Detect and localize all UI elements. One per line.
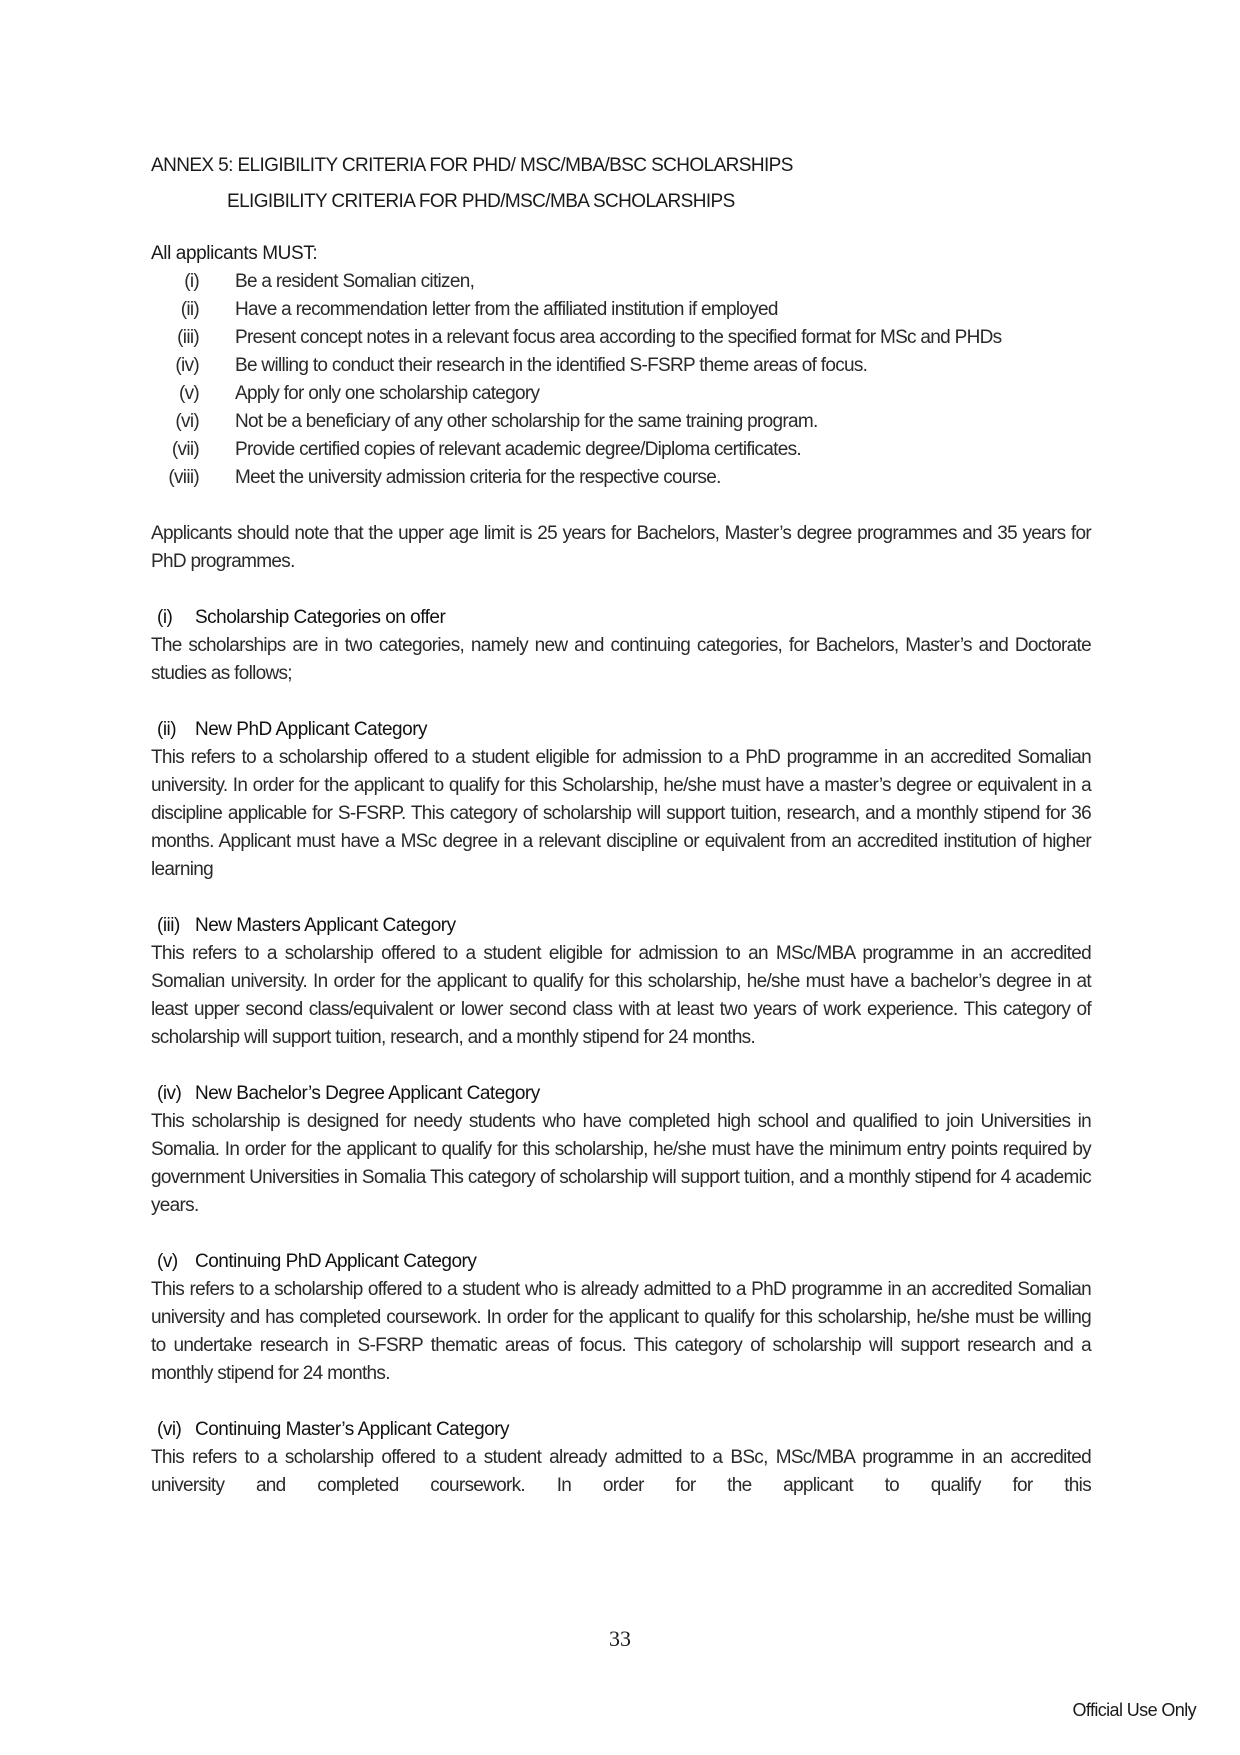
page-content <box>151 152 1091 1500</box>
section-heading-continuing-masters <box>151 1416 1091 1444</box>
age-limit-note: Applicants should note that the upper age limit is 25 years for Bachelors, Master’s degree programmes and 35 years for PhD programmes. <box>151 523 1091 572</box>
section-number: (iv) <box>157 1083 182 1104</box>
criteria-number: (vii) <box>171 439 199 460</box>
criteria-number: (ii) <box>180 299 199 320</box>
section-title: New Masters Applicant Category <box>195 915 456 936</box>
criteria-item <box>151 464 1091 492</box>
section-number: (i) <box>157 607 173 628</box>
section-title: Continuing PhD Applicant Category <box>195 1251 477 1272</box>
criteria-number: (iv) <box>175 355 199 376</box>
annex-heading: ANNEX 5: ELIGIBILITY CRITERIA FOR PHD/ MSC/MBA/BSC SCHOLARSHIPS <box>151 155 793 176</box>
criteria-item <box>151 324 1091 352</box>
criteria-number: (iii) <box>177 327 199 348</box>
criteria-item <box>151 380 1091 408</box>
section-body: This refers to a scholarship offered to a student who is already admitted to a PhD programme in an accredited Somalian university and has completed coursework. In order for the applicant to qualify for this scholarship, he/she must be willing to undertake research in S-FSRP thematic areas of focus. This category of scholarship will support research and a monthly stipend for 24 months. <box>151 1279 1091 1384</box>
eligibility-subheading: ELIGIBILITY CRITERIA FOR PHD/MSC/MBA SCHOLARSHIPS <box>227 191 735 212</box>
section-body: This scholarship is designed for needy students who have completed high school and qualified to join Universities in Somalia. In order for the applicant to qualify for this scholarship, he/she must have the minimum entry points required by government Universities in Somalia This category of scholarship will support tuition, and a monthly stipend for 4 academic years. <box>151 1111 1091 1216</box>
criteria-list <box>151 268 1091 492</box>
criteria-text: Be willing to conduct their research in the identified S-FSRP theme areas of focus. <box>235 355 868 376</box>
criteria-number: (vi) <box>175 411 199 432</box>
criteria-number: (i) <box>184 271 199 292</box>
section-heading-new-masters <box>151 912 1091 940</box>
criteria-text: Present concept notes in a relevant focus area according to the specified format for MSc and PHDs <box>235 327 1002 348</box>
criteria-intro: All applicants MUST: <box>151 243 318 264</box>
classification-label: Official Use Only <box>1072 1700 1196 1720</box>
section-number: (vi) <box>157 1419 182 1440</box>
section-title: Continuing Master’s Applicant Category <box>195 1419 510 1440</box>
section-heading-continuing-phd <box>151 1248 1091 1276</box>
criteria-text: Be a resident Somalian citizen, <box>235 271 475 292</box>
criteria-text: Have a recommendation letter from the affiliated institution if employed <box>235 299 778 320</box>
page-number: 33 <box>609 1626 631 1651</box>
section-heading-new-bachelors <box>151 1080 1091 1108</box>
criteria-item <box>151 296 1091 324</box>
criteria-text: Meet the university admission criteria for the respective course. <box>235 467 721 488</box>
section-number: (v) <box>157 1251 178 1272</box>
section-title: New PhD Applicant Category <box>195 719 428 740</box>
criteria-text: Provide certified copies of relevant academic degree/Diploma certificates. <box>235 439 801 460</box>
section-heading-categories <box>151 604 1091 632</box>
criteria-number: (viii) <box>168 467 199 488</box>
criteria-item <box>151 408 1091 436</box>
criteria-text: Not be a beneficiary of any other scholarship for the same training program. <box>235 411 818 432</box>
section-heading-new-phd <box>151 716 1091 744</box>
criteria-item <box>151 436 1091 464</box>
criteria-text: Apply for only one scholarship category <box>235 383 540 404</box>
section-number: (ii) <box>157 719 177 740</box>
criteria-item <box>151 268 1091 296</box>
section-body: The scholarships are in two categories, namely new and continuing categories, for Bachelors, Master’s and Doctorate studies as follows; <box>151 635 1091 684</box>
criteria-number: (v) <box>178 383 199 404</box>
criteria-item <box>151 352 1091 380</box>
section-title: Scholarship Categories on offer <box>195 607 446 628</box>
section-number: (iii) <box>157 915 180 936</box>
section-body: This refers to a scholarship offered to a student eligible for admission to a PhD programme in an accredited Somalian university. In order for the applicant to qualify for this Scholarship, he/she must have a master’s degree or equivalent in a discipline applicable for S-FSRP. This category of scholarship will support tuition, research, and a monthly stipend for 36 months. Applicant must have a MSc degree in a relevant discipline or equivalent from an accredited institution of higher learning <box>151 747 1091 880</box>
section-body: This refers to a scholarship offered to a student eligible for admission to an MSc/MBA programme in an accredited Somalian university. In order for the applicant to qualify for this scholarship, he/she must have a bachelor’s degree in at least upper second class/equivalent or lower second class with at least two years of work experience. This category of scholarship will support tuition, research, and a monthly stipend for 24 months. <box>151 943 1091 1048</box>
section-body: This refers to a scholarship offered to a student already admitted to a BSc, MSc/MBA programme in an accredited university and completed coursework. In order for the applicant to qualify for this <box>151 1447 1091 1496</box>
section-title: New Bachelor’s Degree Applicant Category <box>195 1083 540 1104</box>
